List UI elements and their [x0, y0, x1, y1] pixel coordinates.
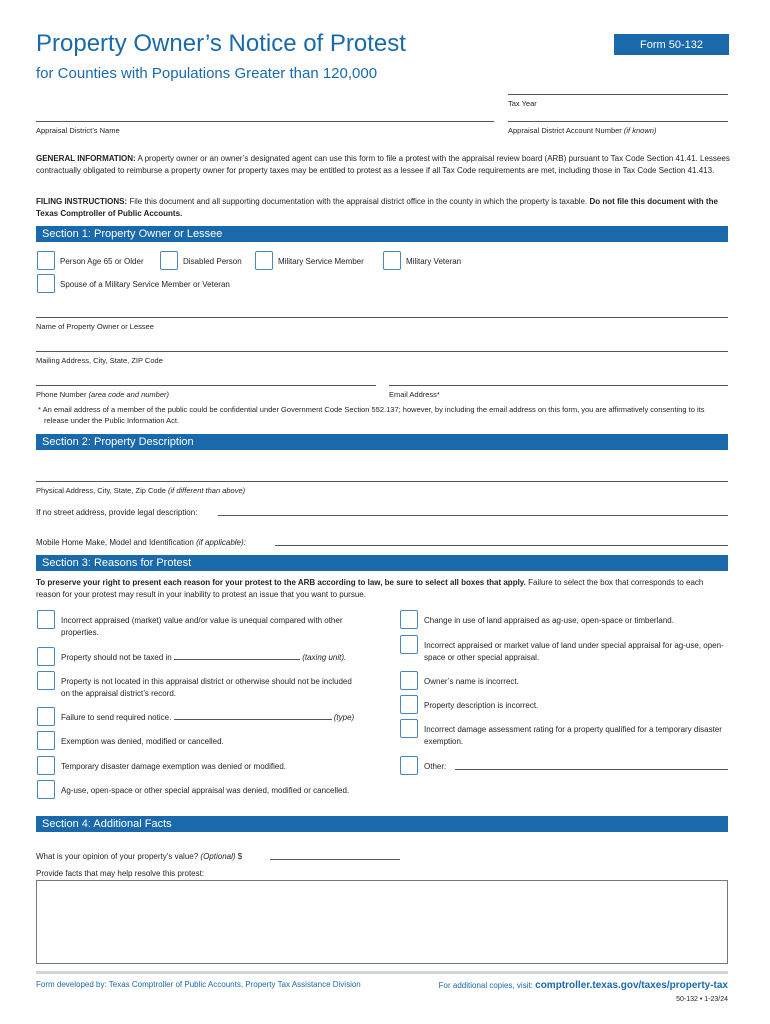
account-number-label: Appraisal District Account Number (if known) — [508, 126, 657, 135]
checkbox-not-taxed[interactable] — [37, 647, 55, 666]
section-2-header: Section 2: Property Description — [36, 434, 728, 450]
checkbox-owner-name[interactable] — [400, 671, 418, 690]
label-age-65: Person Age 65 or Older — [60, 257, 144, 266]
checkbox-damage-rating[interactable] — [400, 719, 418, 738]
label-exemption-denied: Exemption was denied, modified or cancelled. — [61, 737, 224, 746]
label-damage-rating: Incorrect damage assessment rating for a property qualified for a temporary disaster exemption. — [424, 725, 722, 746]
physical-address-label: Physical Address, City, State, Zip Code (if different than above) — [36, 486, 246, 495]
section-1-header: Section 1: Property Owner or Lessee — [36, 226, 728, 242]
checkbox-disaster-exemption[interactable] — [37, 756, 55, 775]
facts-label: Provide facts that may help resolve this protest: — [36, 869, 205, 878]
label-disaster-exemption: Temporary disaster damage exemption was denied or modified. — [61, 762, 287, 771]
comptroller-link[interactable]: comptroller.texas.gov/taxes/property-tax — [535, 980, 728, 991]
label-failure-notice: Failure to send required notice. (type) — [61, 713, 355, 722]
general-information: GENERAL INFORMATION: A property owner or an owner’s designated agent can use this form to file a protest with the appraisal review board (ARB) pursuant to Tax Code Section 41.41. Lessees contractually obligated to reimburse a property owner for property taxes may be entitled to protest as a lessee if all Tax Code requirements are met, including those in Tax Code Section 41.413. — [36, 154, 730, 175]
label-other: Other: — [424, 762, 447, 771]
form-subtitle: for Counties with Populations Greater than 120,000 — [36, 65, 378, 82]
checkbox-ag-use[interactable] — [37, 780, 55, 799]
checkbox-change-in-use[interactable] — [400, 610, 418, 629]
checkbox-failure-notice[interactable] — [37, 707, 55, 726]
owner-name-field[interactable] — [36, 317, 728, 318]
checkbox-military-veteran[interactable] — [383, 251, 401, 270]
other-reason-field[interactable] — [455, 769, 728, 770]
appraisal-district-name-field[interactable] — [36, 121, 494, 122]
tax-year-field[interactable] — [508, 94, 728, 95]
label-ag-use: Ag-use, open-space or other special appraisal was denied, modified or cancelled. — [61, 786, 350, 795]
owner-name-label: Name of Property Owner or Lessee — [36, 322, 154, 331]
label-disabled: Disabled Person — [183, 257, 242, 266]
checkbox-property-description[interactable] — [400, 695, 418, 714]
footer-divider — [36, 971, 728, 974]
checkbox-exemption-denied[interactable] — [37, 731, 55, 750]
footer-form-code: 50-132 • 1-23/24 — [676, 996, 728, 1003]
notice-type-field[interactable] — [174, 712, 332, 720]
checkbox-military-member[interactable] — [255, 251, 273, 270]
checkbox-disabled[interactable] — [160, 251, 178, 270]
checkbox-special-appraisal-value[interactable] — [400, 635, 418, 654]
account-number-field[interactable] — [508, 121, 728, 122]
label-spouse-military: Spouse of a Military Service Member or Veteran — [60, 280, 230, 289]
label-owner-name: Owner’s name is incorrect. — [424, 677, 519, 686]
mobile-home-field[interactable] — [275, 545, 728, 546]
opinion-value-label: What is your opinion of your property’s value? (Optional) $ — [36, 852, 243, 861]
label-not-taxed: Property should not be taxed in (taxing unit). — [61, 653, 347, 662]
section-3-header: Section 3: Reasons for Protest — [36, 555, 728, 571]
email-field[interactable] — [389, 385, 728, 386]
label-special-appraisal-value: Incorrect appraised or market value of land under special appraisal for ag-use, open-space or other special appraisal. — [424, 641, 724, 662]
checkbox-not-located[interactable] — [37, 671, 55, 690]
section-3-intro: To preserve your right to present each reason for your protest to the ARB according to law, be sure to select all boxes that apply. Failure to select the box that corresponds to each reason for your protest may result in your inability to protest an issue that you want to pursue. — [36, 578, 704, 599]
legal-description-label: If no street address, provide legal description: — [36, 508, 198, 517]
legal-description-field[interactable] — [218, 515, 728, 516]
checkbox-spouse-military[interactable] — [37, 274, 55, 293]
mobile-home-label: Mobile Home Make, Model and Identification (if applicable): — [36, 538, 246, 547]
phone-number-field[interactable] — [36, 385, 376, 386]
footer-copies: For additional copies, visit: comptroller.texas.gov/taxes/property-tax — [438, 980, 728, 991]
label-military-member: Military Service Member — [278, 257, 364, 266]
facts-textarea[interactable] — [36, 880, 728, 964]
filing-instructions: FILING INSTRUCTIONS: File this document and all supporting documentation with the appraisal district office in the county in which the property is taxable. Do not file this document with the Texas Comptroller of Public Accounts. — [36, 197, 718, 218]
opinion-value-field[interactable] — [270, 859, 400, 860]
phone-number-label: Phone Number (area code and number) — [36, 390, 170, 399]
appraisal-district-name-label: Appraisal District’s Name — [36, 126, 120, 135]
physical-address-field[interactable] — [36, 481, 728, 482]
label-change-in-use: Change in use of land appraised as ag-use, open-space or timberland. — [424, 616, 674, 625]
label-property-description: Property description is incorrect. — [424, 701, 539, 710]
label-not-located: Property is not located in this appraisal district or otherwise should not be included on the appraisal district’s record. — [61, 677, 352, 698]
checkbox-other[interactable] — [400, 756, 418, 775]
footer-developed-by: Form developed by: Texas Comptroller of Public Accounts, Property Tax Assistance Division — [36, 980, 361, 989]
form-title: Property Owner’s Notice of Protest — [36, 30, 406, 57]
mailing-address-label: Mailing Address, City, State, ZIP Code — [36, 356, 163, 365]
section-4-header: Section 4: Additional Facts — [36, 816, 728, 832]
email-label: Email Address* — [389, 390, 440, 399]
email-footnote: * An email address of a member of the public could be confidential under Government Code Section 552.137; however, by including the email address on this form, you are affirmatively consenting to its release under the Public Information Act. — [38, 405, 705, 425]
label-incorrect-value: Incorrect appraised (market) value and/or value is unequal compared with other properties. — [61, 616, 343, 637]
label-military-veteran: Military Veteran — [406, 257, 462, 266]
checkbox-incorrect-value[interactable] — [37, 610, 55, 629]
tax-year-label: Tax Year — [508, 99, 537, 108]
form-number-badge: Form 50-132 — [614, 34, 729, 55]
mailing-address-field[interactable] — [36, 351, 728, 352]
taxing-unit-field[interactable] — [174, 652, 300, 660]
checkbox-age-65[interactable] — [37, 251, 55, 270]
